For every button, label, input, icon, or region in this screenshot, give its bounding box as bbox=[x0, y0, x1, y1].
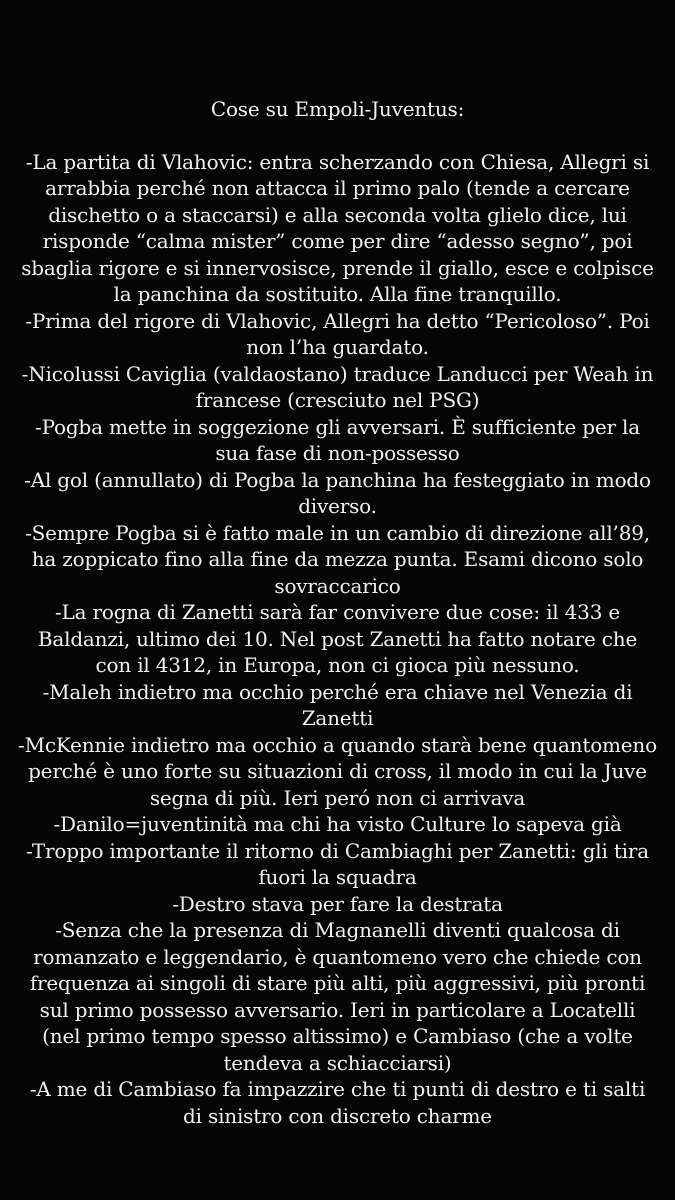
story-item: -Pogba mette in soggezione gli avversari. È sufficiente per la sua fase di non-possesso bbox=[35, 414, 640, 465]
story-item: -McKennie indietro ma occhio a quando starà bene quantomeno perché è uno forte su situazioni di cross, il modo in cui la Juve segna di più. Ieri peró non ci arrivava bbox=[18, 732, 657, 810]
story-item: -Al gol (annullato) di Pogba la panchina ha festeggiato in modo diverso. bbox=[24, 467, 651, 518]
story-item: -Sempre Pogba si è fatto male in un cambio di direzione all’89, ha zoppicato fino alla fine da mezza punta. Esami dicono solo sovraccarico bbox=[25, 520, 650, 598]
story-item: -Destro stava per fare la destrata bbox=[172, 891, 503, 916]
story-title: Cose su Empoli-Juventus: bbox=[210, 97, 465, 121]
story-item: -Prima del rigore di Vlahovic, Allegri ha detto “Pericoloso”. Poi non l’ha guardato. bbox=[25, 308, 650, 359]
story-item: -Danilo=juventinità ma chi ha visto Culture lo sapeva già bbox=[53, 812, 622, 836]
story-item: -Maleh indietro ma occhio perché era chiave nel Venezia di Zanetti bbox=[42, 679, 633, 730]
story-item: -Senza che la presenza di Magnanelli diventi qualcosa di romanzato e leggendario, è quantomeno vero che chiede con frequenza ai singoli di stare più alti, più aggressivi, più pronti sul primo possesso avversario. Ieri in particolare a Locatelli (nel primo tempo spesso altissimo) e Cambiaso (che a volte tendeva a schiacciarsi) bbox=[29, 918, 646, 1075]
story-item: -La partita di Vlahovic: entra scherzando con Chiesa, Allegri si arrabbia perché non attacca il primo palo (tende a cercare dischetto o a staccarsi) e alla seconda volta glielo dice, lui risponde “calma mister” come per dire “adesso segno”, poi sbaglia rigore e si innervosisce, prende il giallo, esce e colpisce la panchina da sostituito. Alla fine tranquillo. bbox=[21, 149, 654, 306]
story-item: -A me di Cambiaso fa impazzire che ti punti di destro e ti salti di sinistro con discreto charme bbox=[29, 1077, 646, 1128]
story-item: -Nicolussi Caviglia (valdaostano) traduce Landucci per Weah in francese (cresciuto nel PSG) bbox=[21, 361, 654, 412]
story-item: -La rogna di Zanetti sarà far convivere due cose: il 433 e Baldanzi, ultimo dei 10. Nel post Zanetti ha fatto notare che con il 4312, in Europa, non ci gioca più nessuno. bbox=[37, 600, 638, 677]
story-text-block bbox=[18, 96, 657, 1129]
story-item: -Troppo importante il ritorno di Cambiaghi per Zanetti: gli tira fuori la squadra bbox=[26, 838, 649, 889]
